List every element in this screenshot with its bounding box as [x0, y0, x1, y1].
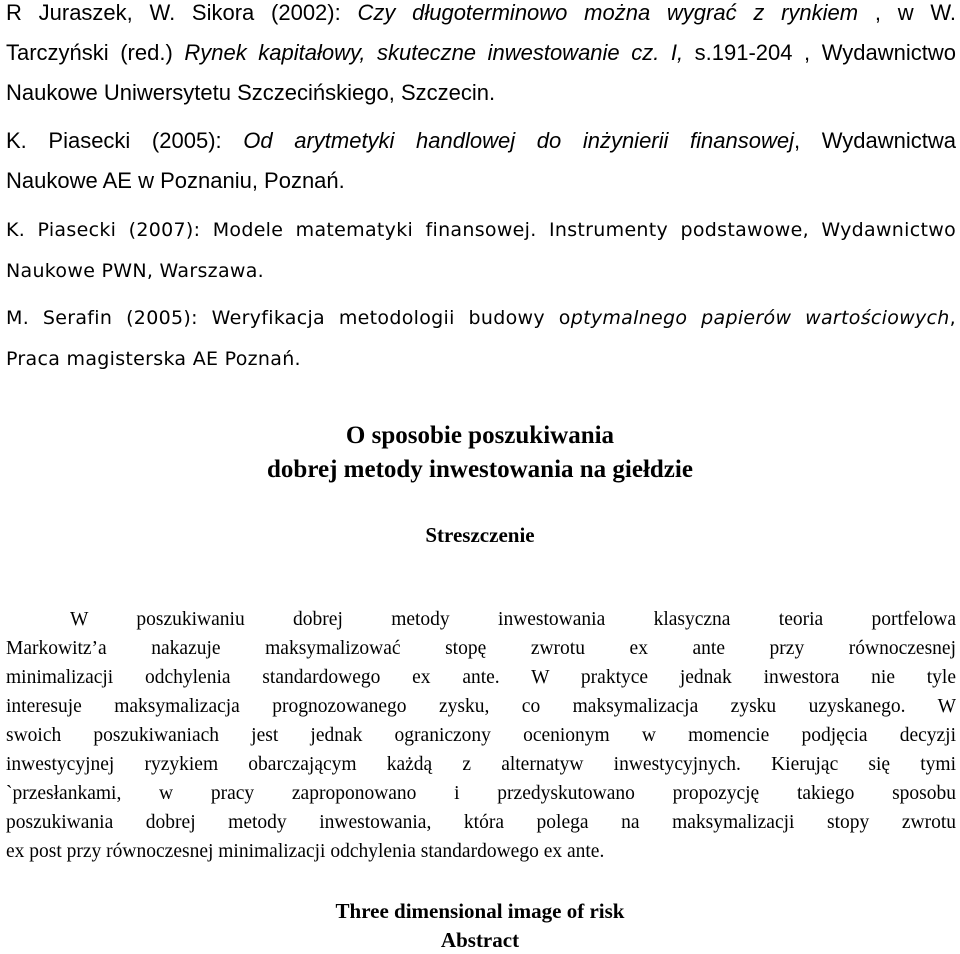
reference-line — [6, 33, 956, 73]
reference-line — [6, 297, 956, 338]
english-abstract-heading: Abstract — [440, 928, 520, 952]
reference-text: s.191-204 , Wydawnictwo — [683, 40, 956, 65]
reference-text: M. Serafin (2005): Weryfikacja metodologii budowy o — [6, 307, 571, 329]
reference-line — [6, 338, 956, 379]
reference-text: R Juraszek, W. Sikora (2002): — [6, 0, 358, 25]
reference-text: Tarczyński (red.) — [6, 40, 185, 65]
reference-piasecki-2005 — [6, 121, 956, 201]
summary-line: interesuje maksymalizacja prognozowanego zysku, co maksymalizacja zysku uzyskanego. W — [6, 696, 956, 717]
article-title-line-1: O sposobie poszukiwania — [345, 422, 615, 449]
reference-line — [6, 121, 956, 161]
summary-line: W poszukiwaniu dobrej metody inwestowania klasyczna teoria portfelowa — [70, 609, 956, 630]
english-title: Three dimensional image of risk — [335, 899, 625, 923]
reference-serafin-2005 — [6, 297, 956, 379]
reference-line — [6, 209, 956, 250]
summary-line: inwestycyjnej ryzykiem obarczającym każdą z alternatyw inwestycyjnych. Kierując się tymi — [6, 754, 956, 775]
summary-line: swoich poszukiwaniach jest jednak ograniczony ocenionym w momencie podjęcia decyzji — [6, 725, 956, 746]
reference-italic-title: Rynek kapitałowy, skuteczne inwestowanie cz. I, — [184, 40, 684, 65]
reference-text: K. Piasecki (2005): — [6, 128, 244, 153]
reference-line — [6, 161, 956, 201]
article-title-line-2: dobrej metody inwestowania na giełdzie — [267, 456, 693, 483]
reference-text: , — [949, 307, 956, 329]
reference-text: Praca magisterska AE Poznań. — [6, 348, 301, 370]
reference-juraszek-sikora — [6, 0, 956, 113]
summary-line: minimalizacji odchylenia standardowego ex ante. W praktyce jednak inwestora nie tyle — [6, 667, 956, 688]
summary-line: poszukiwania dobrej metody inwestowania, która polega na maksymalizacji stopy zwrotu — [6, 812, 956, 833]
reference-text: K. Piasecki (2007): Modele matematyki finansowej. Instrumenty podstawowe, Wydawnictwo — [6, 219, 956, 241]
reference-text: , Wydawnictwa — [793, 128, 956, 153]
summary-line: `przesłankami, w pracy zaproponowano i przedyskutowano propozycję takiego sposobu — [6, 783, 956, 804]
summary-heading: Streszczenie — [425, 523, 535, 547]
reference-piasecki-2007 — [6, 209, 956, 291]
reference-text: Naukowe AE w Poznaniu, Poznań. — [6, 168, 345, 193]
summary-body — [6, 605, 956, 866]
summary-line: Markowitz’a nakazuje maksymalizować stopę zwrotu ex ante przy równoczesnej — [6, 638, 956, 659]
reference-text: Naukowe Uniwersytetu Szczecińskiego, Szczecin. — [6, 80, 496, 105]
reference-italic-title: Czy długoterminowo można wygrać z rynkiem — [357, 0, 859, 25]
reference-text: Naukowe PWN, Warszawa. — [6, 260, 265, 282]
reference-line — [6, 250, 956, 291]
reference-italic-title: ptymalnego papierów wartościowych — [570, 307, 950, 329]
reference-italic-title: Od arytmetyki handlowej do inżynierii finansowej — [243, 128, 794, 153]
reference-line — [6, 0, 956, 33]
reference-text: , w W. — [858, 0, 956, 25]
summary-line: ex post przy równoczesnej minimalizacji odchylenia standardowego ex ante. — [6, 841, 605, 862]
reference-line — [6, 73, 956, 113]
